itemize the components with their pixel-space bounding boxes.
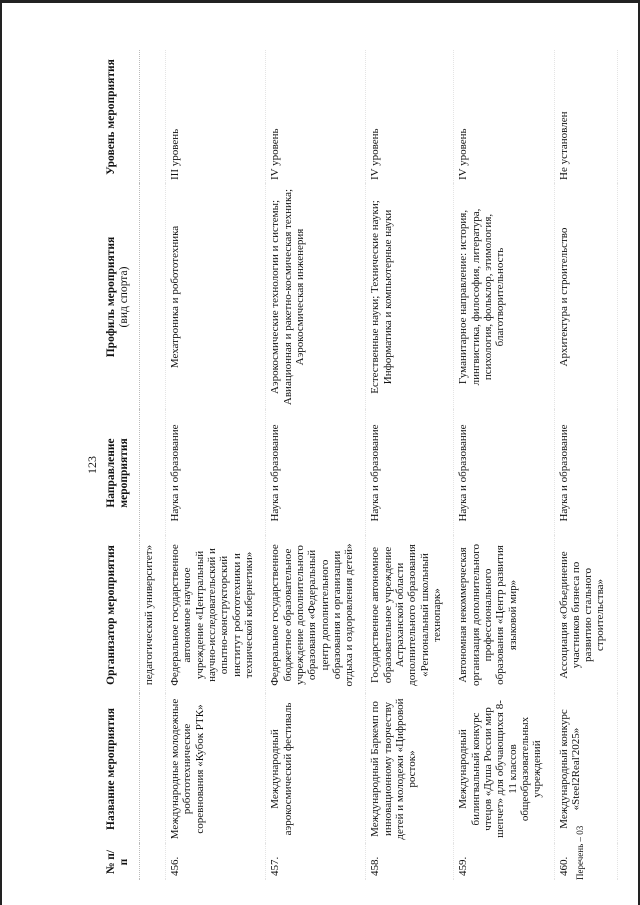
- events-table: [103, 50, 618, 880]
- carryover-organizer: педагогический университет»: [142, 544, 155, 686]
- header-name: Название мероприятия: [105, 708, 117, 830]
- carryover-row: [139, 50, 165, 880]
- row-name: Международный Баркемп по инновационному творчеству детей и молодежи «Цифровой росток»: [369, 698, 419, 840]
- table-row: [166, 50, 266, 880]
- header-profile-line2: (вид спорта): [117, 266, 130, 328]
- row-profile: Аэрокосмические технологии и системы; Авиационная и ракетно-космическая техника; Аэрокосмическая инженерия: [269, 188, 306, 406]
- carryover-direction: [139, 410, 165, 536]
- carryover-name: [139, 694, 165, 844]
- row-organizer: Государственное автономное образовательное учреждение Астраханской области дополнительного образования «Региональный школьный технопарк»: [369, 544, 443, 686]
- row-direction: Наука и образование: [557, 424, 570, 522]
- doc-footer: Перечень – 03: [575, 825, 585, 880]
- header-direction: Направление мероприятия: [105, 438, 130, 508]
- row-level: IV уровень: [369, 128, 382, 180]
- row-organizer: Федеральное государственное автономное научное учреждение «Центральный научно-исследовательский и опытно-конструкторский институт робототехники и технической кибернетики»: [169, 544, 255, 686]
- row-level: IV уровень: [457, 128, 470, 180]
- table-row: [554, 50, 617, 880]
- rotated-page: [45, 50, 605, 880]
- row-organizer: Автономная некоммерческая организация дополнительного профессионального образования «Центр развития языковой мир»: [457, 544, 519, 686]
- header-profile-line1: Профиль мероприятия: [105, 236, 117, 358]
- header-profile: [103, 184, 139, 410]
- carryover-num: [139, 844, 165, 880]
- carryover-profile: [139, 184, 165, 410]
- row-direction: Наука и образование: [457, 424, 470, 522]
- row-direction: Наука и образование: [169, 424, 182, 522]
- row-organizer: Федеральное государственное бюджетное образовательное учреждение дополнительного образования «Федеральный центр дополнительного образования и организации отдыха и оздоровления детей»: [269, 543, 356, 687]
- row-profile: Мехатроника и робототехника: [169, 225, 182, 369]
- row-name: Международный конкурс «Steel2Real'2025»: [557, 709, 582, 829]
- row-profile: Архитектура и строительство: [557, 227, 570, 367]
- row-name: Международный билингвальный конкурс чтецов «Душа России мир шепчет» для обучающихся 8-11 классов общеобразовательных учреждений: [457, 700, 544, 838]
- table-row: [454, 50, 554, 880]
- row-level: III уровень: [169, 128, 182, 180]
- row-level: Не установлен: [557, 111, 570, 180]
- row-num: 459.: [457, 856, 470, 876]
- scan-edge-top: [0, 0, 640, 3]
- table-header-row: [103, 50, 139, 880]
- row-num: 458.: [369, 856, 382, 876]
- row-profile: Гуманитарное направление: история, лингвистика, философия, литература, психология, фольклор, этимология, благотворительность: [457, 208, 507, 386]
- header-level: Уровень мероприятия: [105, 59, 117, 175]
- table-row: [366, 50, 454, 880]
- carryover-level: [139, 50, 165, 184]
- row-profile: Естественные науки; Технические науки; Информатика и компьютерные науки: [369, 200, 394, 394]
- row-direction: Наука и образование: [369, 424, 382, 522]
- row-name: Международные молодежные робототехнические соревнования «Кубок РТК»: [169, 698, 206, 840]
- row-level: IV уровень: [269, 128, 282, 180]
- row-organizer: Ассоциация «Объединение участников бизнеса по развитию стального строительства»: [557, 551, 607, 679]
- row-num: 456.: [169, 856, 182, 876]
- header-num: № п/п: [105, 849, 130, 875]
- row-num: 457.: [269, 856, 282, 876]
- page-number: 123: [85, 456, 99, 474]
- row-name: Международный аэрокосмический фестиваль: [269, 702, 294, 836]
- scan-edge-left: [0, 0, 2, 905]
- row-direction: Наука и образование: [269, 424, 282, 522]
- header-organizer: Организатор мероприятия: [105, 545, 117, 685]
- table-row: [266, 50, 366, 880]
- row-num: 460.: [557, 856, 570, 876]
